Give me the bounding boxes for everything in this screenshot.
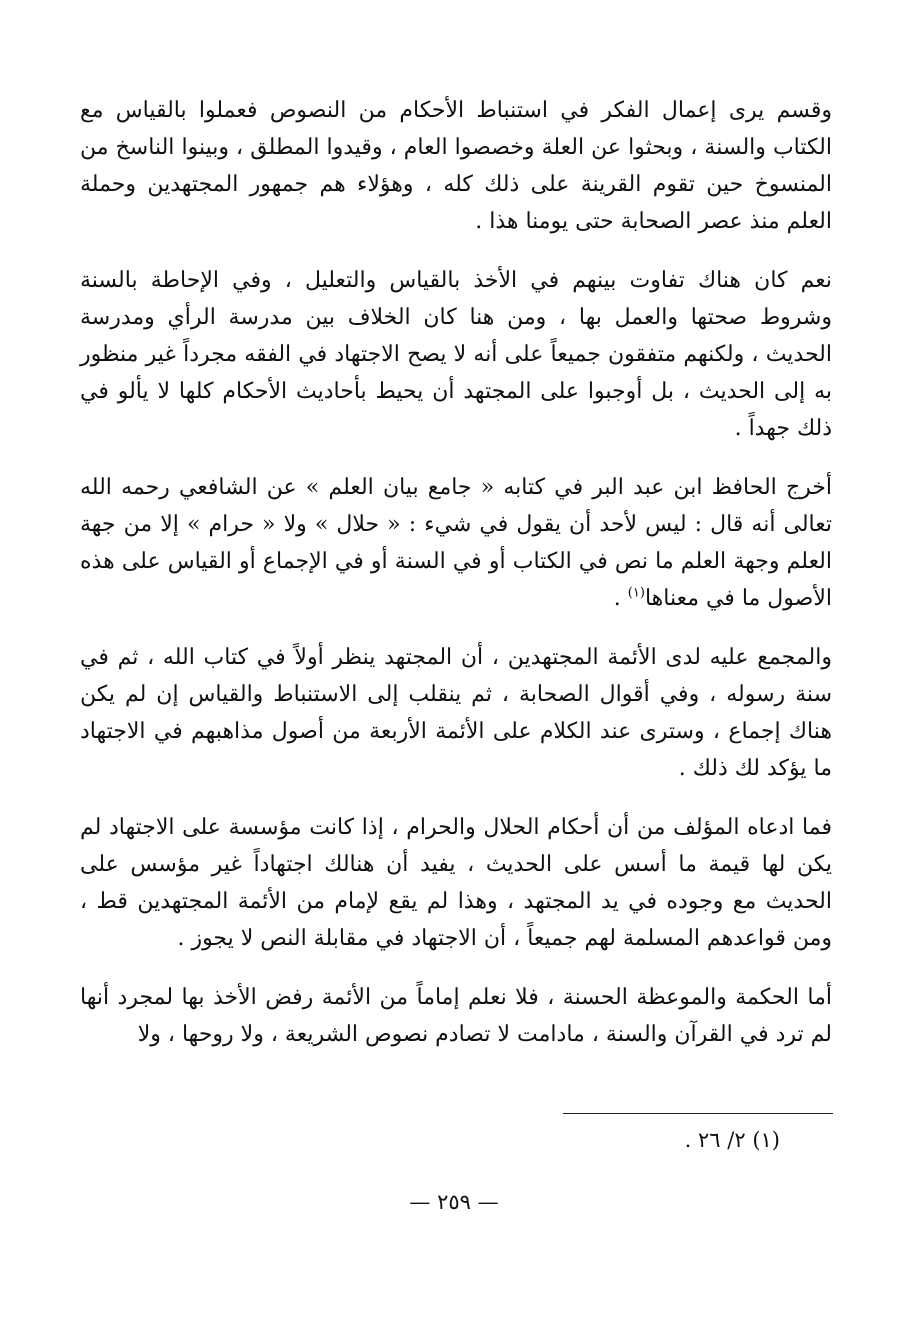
paragraph-4: والمجمع عليه لدى الأئمة المجتهدين ، أن المجتهد ينظر أولاً في كتاب الله ، ثم في سنة رسوله ، وفي أقوال الصحابة ، ثم ينقلب إلى الاستنباط والقياس إن لم يكن هناك إجماع ، وسترى عند الكلام على الأئمة الأربعة من أصول مذاهبهم في الاجتهاد ما يؤكد لك ذلك . [80, 645, 832, 781]
paragraph-3-end: . [613, 586, 628, 611]
paragraph-1: وقسم يرى إعمال الفكر في استنباط الأحكام من النصوص فعملوا بالقياس مع الكتاب والسنة ، وبحثوا عن العلة وخصصوا العام ، وقيدوا المطلق ، وبينوا الناسخ من المنسوخ حين تقوم القرينة على ذلك كله ، وهؤلاء هم جمهور المجتهدين وحملة العلم منذ عصر الصحابة حتى يومنا هذا . [80, 98, 832, 234]
footnote-divider [563, 1113, 833, 1114]
page-body [80, 92, 832, 1053]
paragraph-2: نعم كان هناك تفاوت بينهم في الأخذ بالقياس والتعليل ، وفي الإحاطة بالسنة وشروط صحتها والعمل بها ، ومن هنا كان الخلاف بين مدرسة الرأي ومدرسة الحديث ، ولكنهم متفقون جميعاً على أنه لا يصح الاجتهاد في الفقه مجرداً غير منظور به إلى الحديث ، بل أوجبوا على المجتهد أن يحيط بأحاديث الأحكام كلها لا يألو في ذلك جهداً . [80, 268, 832, 441]
paragraph-3 [80, 469, 832, 617]
footnote-reference: (١) [627, 585, 645, 601]
paragraph-5: فما ادعاه المؤلف من أن أحكام الحلال والحرام ، إذا كانت مؤسسة على الاجتهاد لم يكن لها قيمة ما أسس على الحديث ، يفيد أن هنالك اجتهاداً غير مؤسس على الحديث مع وجوده في يد المجتهد ، وهذا لم يقع لإمام من الأئمة المجتهدين قط ، ومن قواعدهم المسلمة لهم جميعاً ، أن الاجتهاد في مقابلة النص لا يجوز . [80, 815, 832, 951]
paragraph-3-text: أخرج الحافظ ابن عبد البر في كتابه « جامع بيان العلم » عن الشافعي رحمه الله تعالى أنه قال : ليس لأحد أن يقول في شيء : « حلال » ولا « حرام » إلا من جهة العلم وجهة العلم ما نص في الكتاب أو في السنة أو في الإجماع أو القياس على هذه الأصول ما في معناها [80, 475, 832, 611]
footnote: (١) ٢/ ٢٦ . [684, 1128, 780, 1152]
paragraph-6: أما الحكمة والموعظة الحسنة ، فلا نعلم إماماً من الأئمة رفض الأخذ بها لمجرد أنها لم ترد في القرآن والسنة ، مادامت لا تصادم نصوص الشريعة ، ولا روحها ، ولا [80, 985, 832, 1047]
page-number: — ٢٥٩ — [409, 1190, 499, 1214]
